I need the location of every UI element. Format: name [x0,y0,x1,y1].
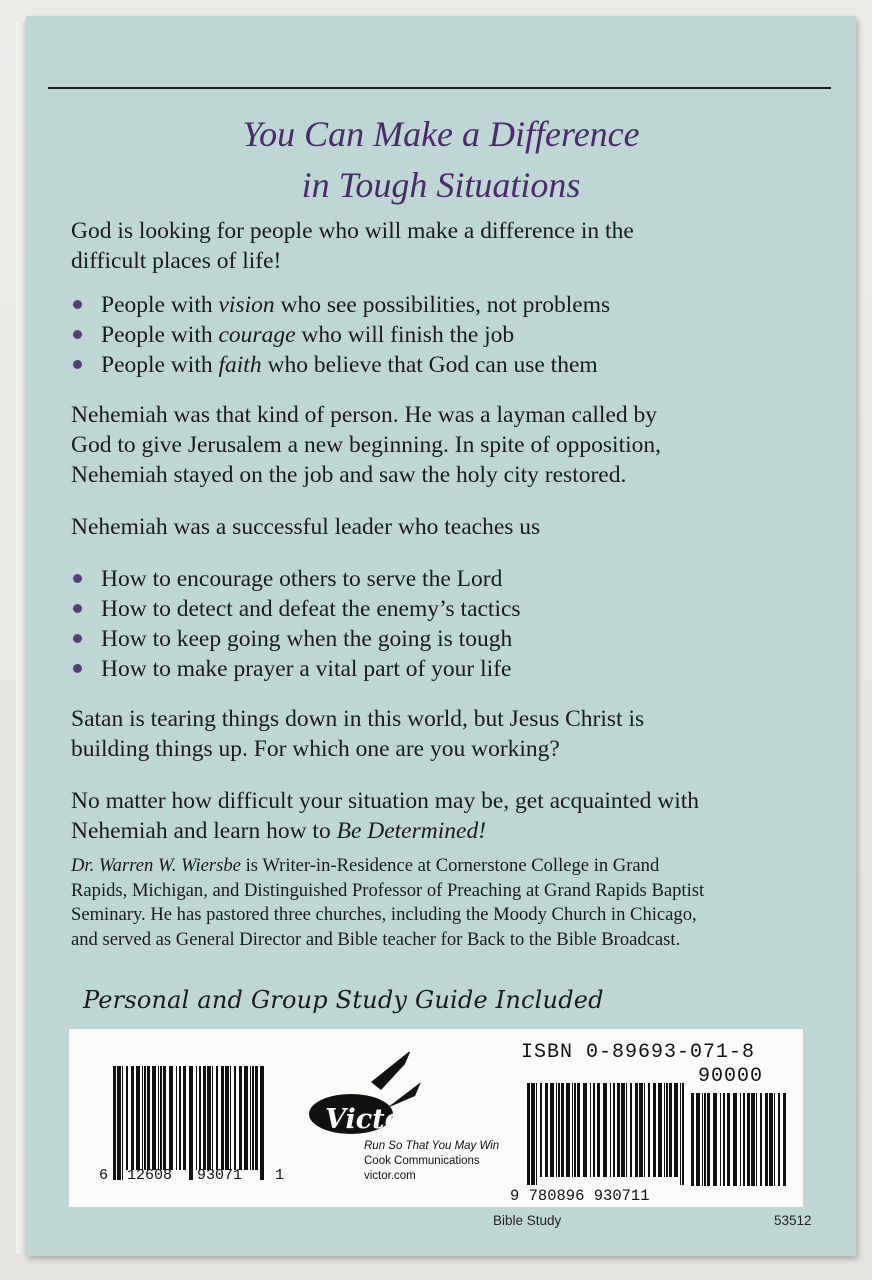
category-label: Bible Study [493,1213,562,1228]
author-name: Dr. Warren W. Wiersbe [71,855,241,876]
closing-para-line-2: Nehemiah and learn how to Be Determined! [71,818,487,844]
book-back-cover [26,16,856,1256]
lesson-item: How to keep going when the going is tough [71,624,521,654]
cover-headline-line-1: You Can Make a Difference [242,114,640,154]
product-code: 53512 [774,1213,812,1228]
bullet-icon [73,574,82,583]
publisher-name: Cook Communications [364,1155,480,1167]
isbn-text: ISBN 0-89693-071-8 [521,1041,756,1064]
nehemiah-para-line-1: Nehemiah was that kind of person. He was a layman called by [71,402,658,428]
bullet-icon [73,330,82,339]
bullet-icon [73,300,82,309]
bullet-icon [73,634,82,643]
closing-para-line-1: No matter how difficult your situation may be, get acquainted with [71,788,700,814]
intro-line-2: difficult places of life! [71,248,282,274]
ean-barcode-icon [527,1083,687,1185]
publisher-logo [301,1052,541,1182]
bullet-icon [73,604,82,613]
bullet-icon [73,664,82,673]
satan-para-line-1: Satan is tearing things down in this world, but Jesus Christ is [71,706,645,732]
barcode-label [69,1029,803,1207]
lessons-list [71,564,521,684]
lesson-item: How to detect and defeat the enemy’s tactics [71,594,521,624]
nehemiah-para-line-2: God to give Jerusalem a new beginning. In spite of opposition, [71,432,662,458]
upc-barcode-icon [113,1066,267,1180]
cover-headline-line-2: in Tough Situations [301,165,581,205]
lesson-item: How to make prayer a vital part of your life [71,654,521,684]
qualities-list [71,290,610,380]
upc-lead-digit: 6 [99,1167,109,1184]
upc-check-digit: 1 [275,1167,285,1184]
leader-intro: Nehemiah was a successful leader who teaches us [71,514,541,540]
satan-para-line-2: building things up. For which one are you working? [71,736,560,762]
upc-right-digits: 93071 [197,1167,243,1184]
publisher-tagline: Run So That You May Win [364,1140,500,1152]
quality-item: People with vision who see possibilities, not problems [71,290,610,320]
upc-left-digits: 12608 [127,1167,173,1184]
bullet-icon [73,360,82,369]
price-code: 90000 [698,1065,764,1088]
lesson-item: How to encourage others to serve the Lord [71,564,521,594]
quality-item: People with faith who believe that God can use them [71,350,610,380]
price-barcode-icon [691,1093,791,1186]
quality-item: People with courage who will finish the job [71,320,610,350]
author-bio: Dr. Warren W. Wiersbe is Writer-in-Residence at Cornerstone College in Grand Rapids, Michigan, and Distinguished Professor of Preaching at Grand Rapids Baptist Seminary. He has pastored three churches, including the Moody Church in Chicago, and served as General Director and Bible teacher for Back to the Bible Broadcast. [71,855,705,950]
logo-wordmark: Victor [325,1104,417,1135]
top-rule [48,87,831,89]
intro-line-1: God is looking for people who will make a difference in the [71,218,634,244]
publisher-website: victor.com [364,1170,416,1182]
study-guide-note: Personal and Group Study Guide Included [83,986,604,1014]
nehemiah-para-line-3: Nehemiah stayed on the job and saw the holy city restored. [71,462,627,488]
ean-digits: 9 780896 930711 [510,1187,650,1205]
